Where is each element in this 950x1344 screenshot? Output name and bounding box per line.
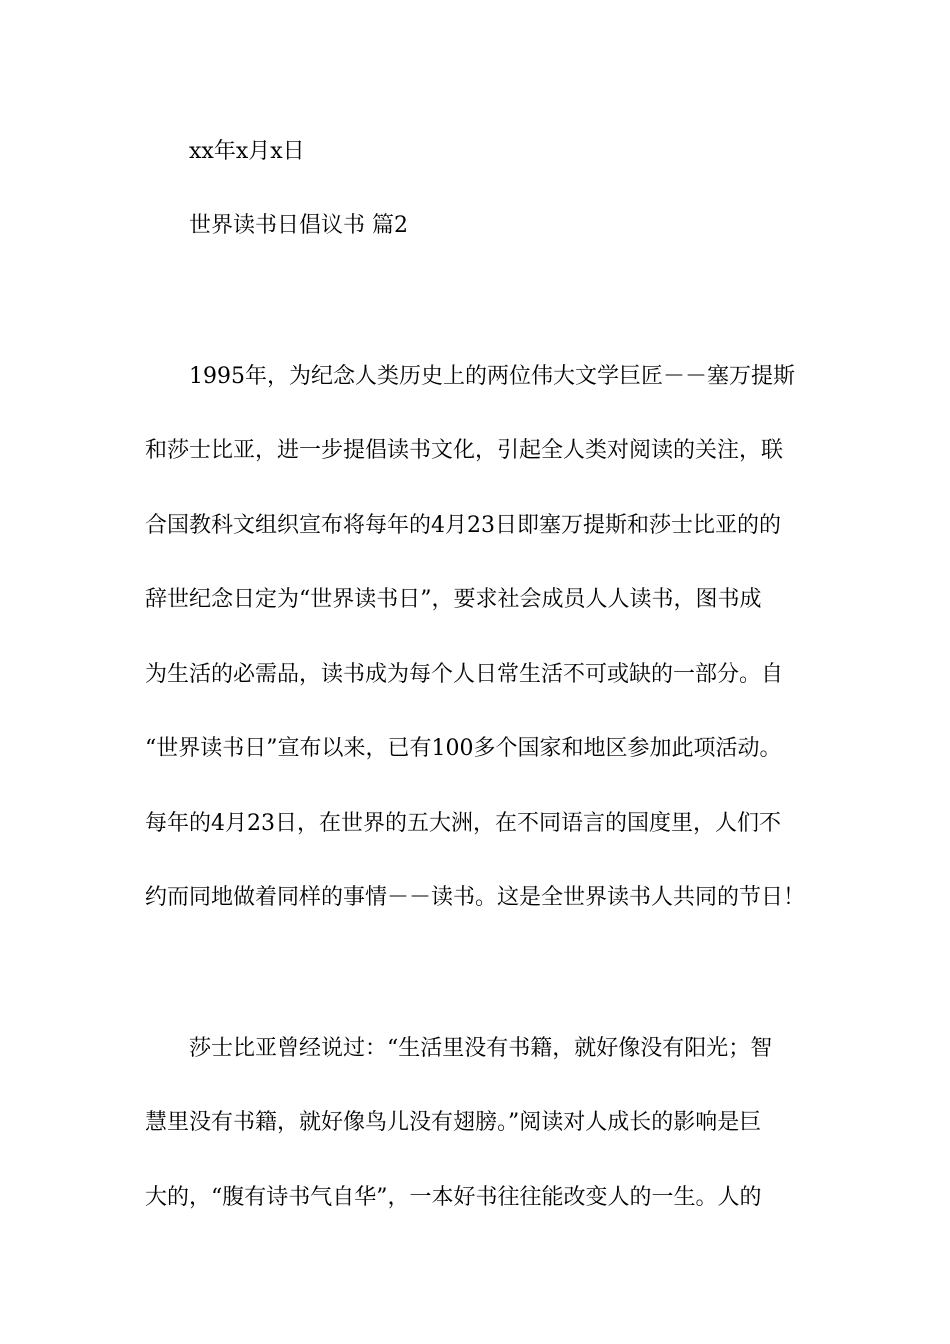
paragraph-line: 辞世纪念日定为“世界读书日”，要求社会成员人人读书，图书成 (145, 587, 762, 612)
paragraph-line: 慧里没有书籍，就好像鸟儿没有翅膀。”阅读对人成长的影响是巨 (145, 1110, 762, 1135)
paragraph-line: 约而同地做着同样的事情－－读书。这是全世界读书人共同的节日！ (145, 885, 806, 910)
paragraph-line: 合国教科文组织宣布将每年的4月23日即塞万提斯和莎士比亚的的 (145, 513, 781, 538)
paragraph-line: 大的，“腹有诗书气自华”，一本好书往往能改变人的一生。人的 (145, 1185, 762, 1210)
paragraph-line: 莎士比亚曾经说过：“生活里没有书籍，就好像没有阳光；智 (189, 1036, 773, 1061)
paragraph-line: “世界读书日”宣布以来，已有100多个国家和地区参加此项活动。 (145, 736, 782, 761)
paragraph-line: 和莎士比亚，进一步提倡读书文化，引起全人类对阅读的关注，联 (145, 438, 784, 463)
date-line: xx年x月x日 (189, 139, 305, 164)
section-title: 世界读书日倡议书 篇2 (189, 213, 408, 238)
paragraph-line: 1995年，为纪念人类历史上的两位伟大文学巨匠－－塞万提斯 (189, 364, 795, 389)
paragraph-line: 为生活的必需品，读书成为每个人日常生活不可或缺的一部分。自 (145, 662, 784, 687)
paragraph-line: 每年的4月23日，在世界的五大洲，在不同语言的国度里，人们不 (145, 811, 781, 836)
